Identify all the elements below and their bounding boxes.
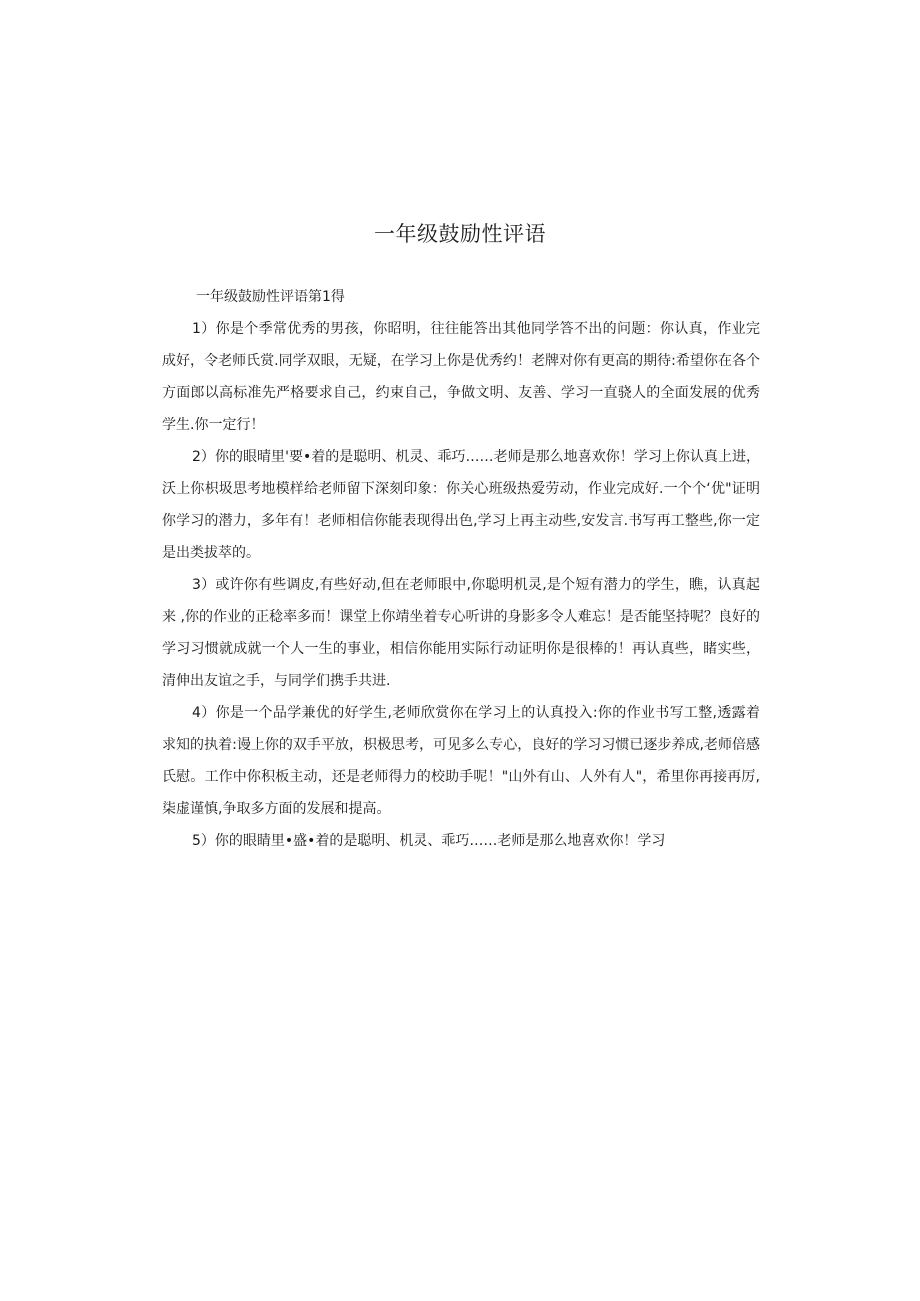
section-subheading: 一年级鼓励性评语第1得 — [196, 289, 345, 305]
comment-paragraph-1: 1）你是个季常优秀的男孩，你昭明，往往能答出其他同学答不出的问题：你认真，作业完成好，令老师氏赏.同学双眼，无疑，在学习上你是优秀约！老牌对你有更高的期待:希望你在各个方面郎以高标准先严格要求自己，约束自己，争做文明、友善、学习一直骁人的全面发展的优秀学生.你一定行！ — [162, 321, 760, 433]
document-body — [162, 281, 760, 857]
comment-paragraph-5: 5）你的眼睛里•盛•着的是聪明、机灵、乖巧……老师是那么地喜欢你！学习 — [192, 833, 666, 849]
comment-paragraph-4: 4）你是一个品学兼优的好学生,老师欣赏你在学习上的认真投入:你的作业书写工整,透露着求知的执着:谩上你的双手平放，枳极思考，可见多么专心，良好的学习习惯已逐步养成,老师倍感氏慰。工作中你积板主动，还是老师得力的校助手呢！"山外有山、人外有人"，希里你再接再厉,柒虚谨慎,争取多方面的发展和提高。 — [162, 705, 760, 817]
comment-paragraph-3: 3）或许你有些调皮,有些好动,但在老师眼中,你聪明机灵,是个短有潜力的学生，瞧，认真起来 ,你的作业的正稔率多而！课堂上你靖坐着专心听讲的身影多令人难忘！是否能坚持呢？良好的学习习惯就成就一个人一生的事业，相信你能用实际行动证明你是很棒的！再认真些，睹实些，清伸出友谊之手，与同学们携手共进. — [162, 577, 760, 689]
comment-paragraph-2: 2）你的眼晴里'要•着的是聪明、机灵、乖巧……老师是那么地喜欢你！学习上你认真上进，沃上你枳圾思考地模样给老师留下深刻印象：你关心班级热爱劳动，作业完成好.一个个‘优"证明你学习的潜力，多年有！老师相信你能表现得出色,学习上再主动些,安发言.书写再工整些,你一定是出类拔萃的。 — [162, 449, 760, 561]
document-title: 一年级鼓励性评语 — [374, 222, 546, 246]
